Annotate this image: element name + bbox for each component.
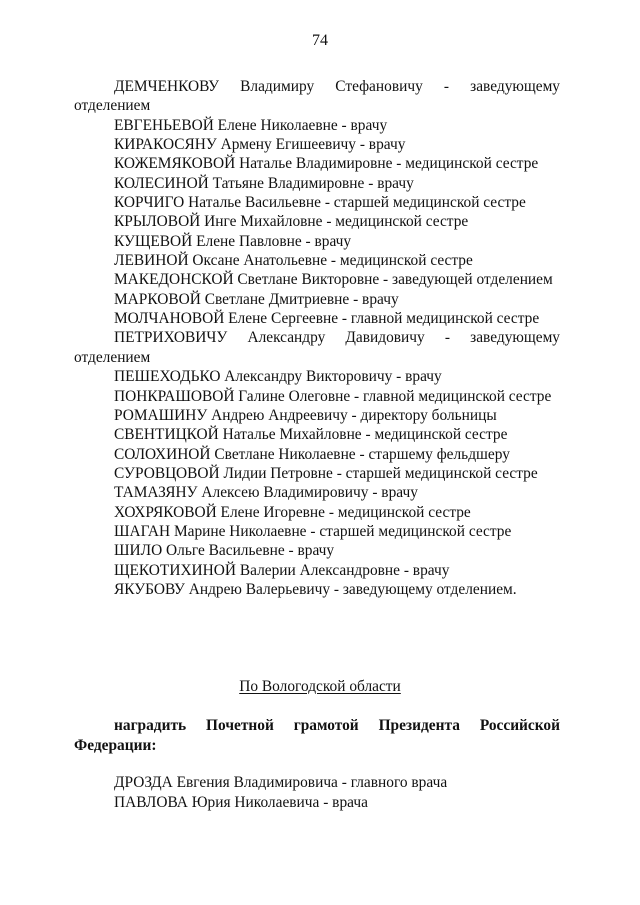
list-item: СУРОВЦОВОЙ Лидии Петровне - старшей медицинской сестре [114,464,538,482]
list-item: ПАВЛОВА Юрия Николаевича - врача [114,793,368,811]
awardee-list [74,77,560,599]
list-item: МАКЕДОНСКОЙ Светлане Викторовне - заведующей отделением [114,271,553,289]
list-item: КИРАКОСЯНУ Армену Егишеевичу - врачу [114,136,406,154]
list-item: КОРЧИГО Наталье Васильевне - старшей медицинской сестре [114,194,526,212]
list-item: СОЛОХИНОЙ Светлане Николаевне - старшему фельдшеру [114,445,510,463]
list-item: ДЕМЧЕНКОВУ Владимиру Стефановичу - заведующему отделением [74,78,560,115]
list-item: ЕВГЕНЬЕВОЙ Елене Николаевне - врачу [114,116,388,134]
list-item: КОЖЕМЯКОВОЙ Наталье Владимировне - медицинской сестре [114,155,539,173]
list-item: ПЕТРИХОВИЧУ Александру Давидовичу - заведующему отделением [74,329,560,366]
list-item: ЩЕКОТИХИНОЙ Валерии Александровне - врачу [114,561,450,579]
list-item: ДРОЗДА Евгения Владимировича - главного врача [114,774,448,791]
list-item: ШАГАН Марине Николаевне - старшей медицинской сестре [114,522,512,540]
list-item: КОЛЕСИНОЙ Татьяне Владимировне - врачу [114,174,414,192]
list-item: ПЕШЕХОДЬКО Александру Викторовичу - врачу [114,368,442,386]
awardee-list-vologda [74,773,560,812]
list-item: МАРКОВОЙ Светлане Дмитриевне - врачу [114,290,399,308]
list-item: ПОНКРАШОВОЙ Галине Олеговне - главной медицинской сестре [114,387,552,405]
list-item: ШИЛО Ольге Васильевне - врачу [114,542,335,560]
region-heading-text: По Вологодской области [239,678,401,695]
list-item: КУЩЕВОЙ Елене Павловне - врачу [114,232,352,250]
list-item: ЯКУБОВУ Андрею Валерьевичу - заведующему отделением. [114,580,517,598]
page-number: 74 [312,32,328,49]
list-item: ТАМАЗЯНУ Алексею Владимировичу - врачу [114,484,418,502]
list-item: ХОХРЯКОВОЙ Елене Игоревне - медицинской сестре [114,503,471,521]
list-item: МОЛЧАНОВОЙ Елене Сергеевне - главной медицинской сестре [114,310,540,328]
award-statement: наградить Почетной грамотой Президента Российской Федерации: [74,717,560,754]
list-item: РОМАШИНУ Андрею Андреевичу - директору больницы [114,406,497,424]
region-heading [0,677,640,697]
list-item: ЛЕВИНОЙ Оксане Анатольевне - медицинской сестре [114,252,473,270]
list-item: КРЫЛОВОЙ Инге Михайловне - медицинской сестре [114,213,469,231]
list-item: СВЕНТИЦКОЙ Наталье Михайловне - медицинской сестре [114,426,508,444]
